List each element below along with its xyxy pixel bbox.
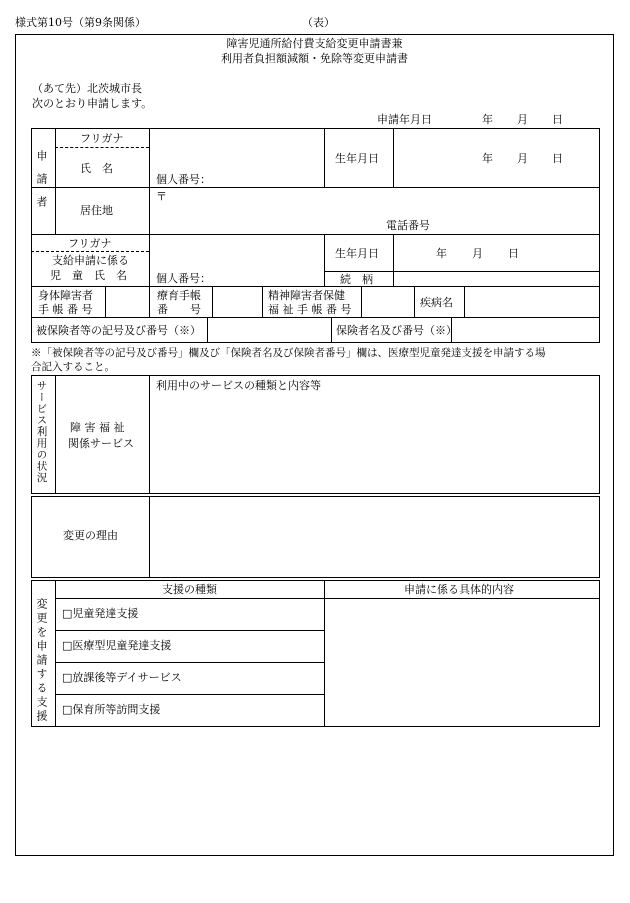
physical-handbook-label-line2: 手 帳 番 号 — [38, 303, 93, 316]
mental-handbook-label-line1: 精神障害者保健 — [268, 289, 345, 302]
note-line2: 合記入すること。 — [31, 361, 115, 373]
applicant-birth-day: 日 — [552, 152, 563, 165]
change-reason-label: 変更の理由 — [63, 529, 118, 542]
applicant-individual-number-label: 個人番号： — [156, 173, 211, 186]
ryoiku-handbook-label-line1: 療育手帳 — [157, 289, 201, 302]
request-text: 次のとおり申請します。 — [32, 97, 153, 110]
applicant-birth-year: 年 — [482, 152, 493, 165]
child-birth-month: 月 — [472, 247, 483, 260]
applicant-furigana-label: フリガナ — [80, 132, 124, 145]
child-name-label-line2: 児 童 氏 名 — [50, 269, 127, 282]
recipient: （あて先）北茨城市長 — [32, 82, 142, 95]
support-type-header: 支援の種類 — [162, 583, 217, 596]
service-status-section-label: サービス利用の状況 — [35, 380, 48, 484]
insured-number-label: 被保険者等の記号及び番号（※） — [36, 324, 201, 337]
ryoiku-handbook-label-line2: 番 号 — [157, 303, 201, 316]
application-date-month: 月 — [517, 113, 528, 126]
form-side: （表） — [302, 16, 335, 29]
child-furigana-label: フリガナ — [68, 237, 112, 250]
disease-label: 疾病名 — [420, 296, 453, 309]
form-title-line2: 利用者負担額減額・免除等変更申請書 — [221, 52, 408, 65]
applicant-birthdate-label: 生年月日 — [335, 152, 379, 165]
child-birthdate-label: 生年月日 — [335, 247, 379, 260]
child-birth-year: 年 — [436, 247, 447, 260]
support-option-child-development[interactable]: □児童発達支援 — [62, 607, 139, 620]
mental-handbook-label-line2: 福 祉 手 帳 番 号 — [268, 303, 352, 316]
form-title-line1: 障害児通所給付費支給変更申請書兼 — [226, 37, 403, 50]
child-name-label-line1: 支給申請に係る — [52, 254, 129, 267]
physical-handbook-label-line1: 身体障害者 — [38, 289, 93, 302]
service-category-line2: 関係サービス — [68, 437, 134, 450]
support-section-label: 変更を申請する支援 — [35, 598, 48, 724]
child-individual-number-label: 個人番号： — [156, 272, 211, 285]
form-number: 様式第10号（第9条関係） — [15, 16, 146, 29]
application-date-label: 申請年月日 — [377, 113, 432, 126]
note-line1: ※「被保険者等の記号及び番号」欄及び「保険者名及び保険者番号」欄は、医療型児童発達支援を申請する場 — [31, 347, 546, 359]
postal-mark: 〒 — [156, 190, 167, 203]
child-birth-day: 日 — [508, 247, 519, 260]
support-option-after-school-day-service[interactable]: □放課後等デイサービス — [62, 671, 182, 684]
application-date-day: 日 — [552, 113, 563, 126]
support-option-nursery-visit-support[interactable]: □保育所等訪問支援 — [62, 703, 161, 716]
service-category-line1: 障 害 福 祉 — [70, 421, 125, 434]
support-option-medical-child-development[interactable]: □医療型児童発達支援 — [62, 639, 172, 652]
applicant-address-label: 居住地 — [80, 204, 113, 217]
application-date-year: 年 — [482, 113, 493, 126]
insurer-label: 保険者名及び番号（※） — [336, 324, 457, 337]
support-detail-header: 申請に係る具体的内容 — [404, 583, 514, 596]
applicant-birth-month: 月 — [517, 152, 528, 165]
applicant-section-label: 申請者 — [35, 150, 48, 219]
phone-label: 電話番号 — [386, 219, 430, 232]
service-content-label: 利用中のサービスの種類と内容等 — [156, 379, 321, 392]
relation-label: 続 柄 — [340, 273, 373, 286]
applicant-name-label: 氏 名 — [80, 162, 113, 175]
